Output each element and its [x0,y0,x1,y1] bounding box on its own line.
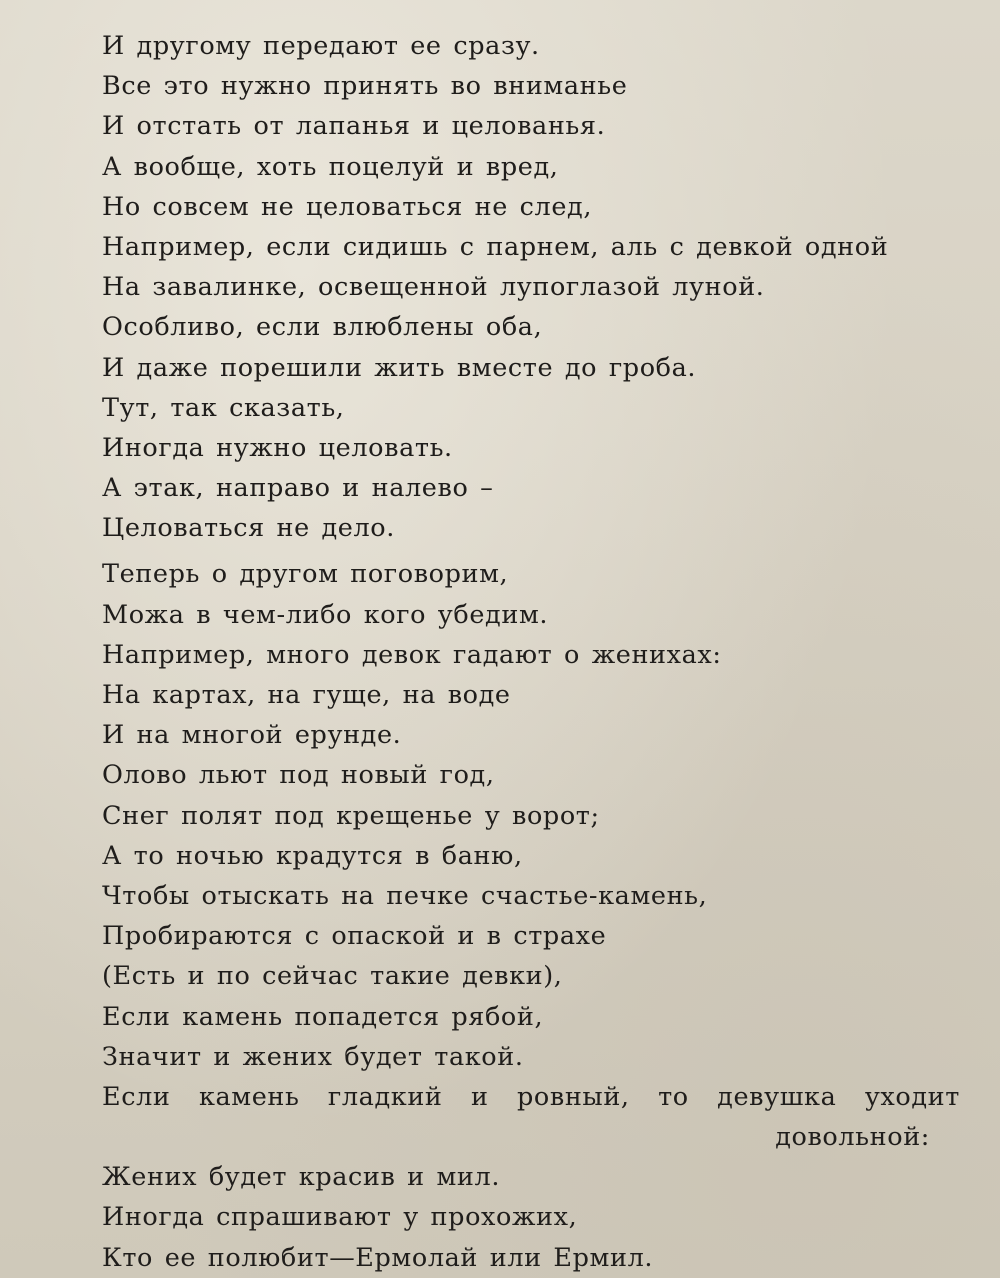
poem-line: Чтобы отыскать на печке счастье-камень, [102,880,708,911]
poem-line: (Есть и по сейчас такие девки), [102,961,563,992]
poem-line: Пробираются с опаской и в страхе [102,921,607,952]
poem-line: Но совсем не целоваться не след, [102,191,593,222]
poem-line: Жених будет красив и мил. [102,1162,501,1193]
poem-line-runover: довольной: [775,1122,930,1153]
poem-line: Целоваться не дело. [102,513,395,544]
poem-line: Например, много девок гадают о женихах: [102,639,722,670]
poem-line: Значит и жених будет такой. [102,1041,524,1072]
poem-line: И на многой ерунде. [102,720,402,751]
poem-text [102,26,972,1278]
poem-line: Тут, так сказать, [102,392,345,423]
poem-line: И даже порешили жить вместе до гроба. [102,352,697,383]
poem-line: Теперь о другом поговорим, [102,559,509,590]
poem-line: Снег полят под крещенье у ворот; [102,800,600,831]
poem-line: А этак, направо и налево – [102,473,494,504]
poem-line: Иногда спрашивают у прохожих, [102,1202,578,1233]
poem-line: Все это нужно принять во вниманье [102,71,628,102]
poem-line: А то ночью крадутся в баню, [102,840,523,871]
poem-line: На завалинке, освещенной лупоглазой луной. [102,272,765,303]
poem-line: Кто ее полюбит—Ермолай или Ермил. [102,1242,654,1273]
poem-line: А вообще, хоть поцелуй и вред, [102,151,559,182]
poem-line: Олово льют под новый год, [102,760,495,791]
poem-line: Особливо, если влюблены оба, [102,312,543,343]
poem-line-justified: Если камень гладкий и ровный, то девушка уходит [102,1081,960,1112]
poem-line: И отстать от лапанья и целованья. [102,111,606,142]
poem-line: Если камень попадется рябой, [102,1001,544,1032]
poem-line: Например, если сидишь с парнем, аль с девкой одной [102,231,889,262]
poem-line: Можа в чем-либо кого убедим. [102,599,549,630]
poem-line: На картах, на гуще, на воде [102,680,511,710]
poem-line: И другому передают ее сразу. [102,31,540,61]
poem-line: Иногда нужно целовать. [102,432,453,463]
